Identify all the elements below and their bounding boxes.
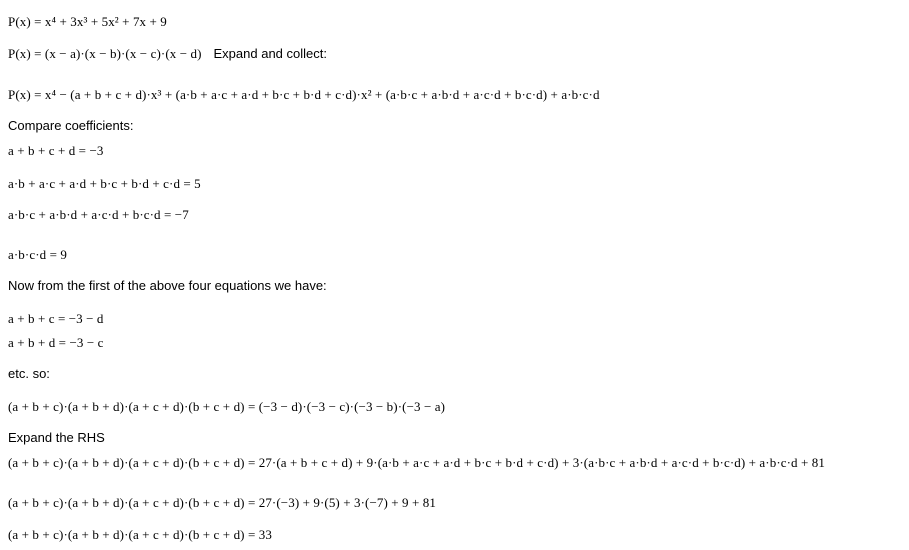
expand-collect-note: Expand and collect:: [213, 46, 327, 61]
equation-abd: a + b + d = −3 − c: [8, 335, 104, 350]
now-from-first-label: Now from the first of the above four equations we have:: [8, 278, 327, 293]
expanded-form: P(x) = x⁴ − (a + b + c + d)·x³ + (a·b + a·c + a·d + b·c + b·d + c·d)·x² + (a·b·c + a·b·d + a·c·d + b·c·d) + a·b·c·d: [8, 87, 600, 102]
factored-form-row: [8, 46, 327, 62]
equation-abc: a + b + c = −3 − d: [8, 311, 104, 326]
expanded-rhs: (a + b + c)·(a + b + d)·(a + c + d)·(b + c + d) = 27·(a + b + c + d) + 9·(a·b + a·c + a·d + b·c + b·d + c·d) + 3·(a·b·c + a·b·d + a·c·d + b·c·d) + a·b·c·d + 81: [8, 455, 825, 470]
final-result: (a + b + c)·(a + b + d)·(a + c + d)·(b + c + d) = 33: [8, 527, 272, 542]
factored-form: P(x) = (x − a)·(x − b)·(x − c)·(x − d): [8, 46, 202, 61]
equation-triple-products: a·b·c + a·b·d + a·c·d + b·c·d = −7: [8, 207, 189, 222]
etc-so-label: etc. so:: [8, 366, 50, 381]
product-identity: (a + b + c)·(a + b + d)·(a + c + d)·(b + c + d) = (−3 − d)·(−3 − c)·(−3 − b)·(−3 − a): [8, 399, 446, 414]
substituted-rhs: (a + b + c)·(a + b + d)·(a + c + d)·(b + c + d) = 27·(−3) + 9·(5) + 3·(−7) + 9 + 81: [8, 495, 436, 510]
expand-rhs-label: Expand the RHS: [8, 430, 105, 445]
equation-sum: a + b + c + d = −3: [8, 143, 104, 158]
polynomial-definition: P(x) = x⁴ + 3x³ + 5x² + 7x + 9: [8, 14, 167, 29]
equation-pair-products: a·b + a·c + a·d + b·c + b·d + c·d = 5: [8, 176, 201, 191]
equation-product: a·b·c·d = 9: [8, 247, 67, 262]
compare-coefficients-label: Compare coefficients:: [8, 118, 134, 133]
